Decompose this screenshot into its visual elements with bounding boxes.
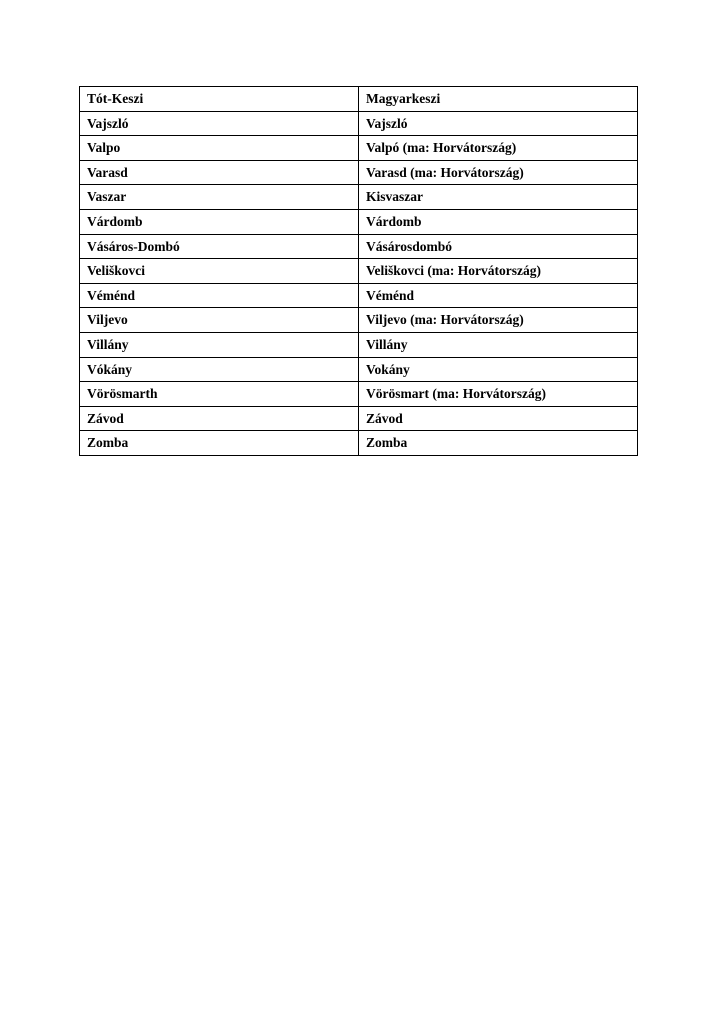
new-name-cell: Vörösmart (ma: Horvátország): [359, 382, 638, 407]
table-row: [80, 185, 638, 210]
old-name-cell: Villány: [80, 332, 359, 357]
table-row: [80, 283, 638, 308]
table-row: [80, 209, 638, 234]
old-name-cell: Zomba: [80, 431, 359, 456]
table-row: [80, 382, 638, 407]
old-name-cell: Veliškovci: [80, 259, 359, 284]
table-row: [80, 431, 638, 456]
new-name-cell: Magyarkeszi: [359, 87, 638, 112]
old-name-cell: Vásáros-Dombó: [80, 234, 359, 259]
new-name-cell: Viljevo (ma: Horvátország): [359, 308, 638, 333]
new-name-cell: Várdomb: [359, 209, 638, 234]
new-name-cell: Villány: [359, 332, 638, 357]
table-row: [80, 406, 638, 431]
old-name-cell: Valpo: [80, 136, 359, 161]
old-name-cell: Tót-Keszi: [80, 87, 359, 112]
old-name-cell: Vaszar: [80, 185, 359, 210]
new-name-cell: Varasd (ma: Horvátország): [359, 160, 638, 185]
old-name-cell: Vörösmarth: [80, 382, 359, 407]
new-name-cell: Vásárosdombó: [359, 234, 638, 259]
old-name-cell: Véménd: [80, 283, 359, 308]
old-name-cell: Vókány: [80, 357, 359, 382]
place-names-table: [79, 86, 638, 456]
table-row: [80, 308, 638, 333]
table-row: [80, 136, 638, 161]
old-name-cell: Varasd: [80, 160, 359, 185]
table-row: [80, 357, 638, 382]
table-row: [80, 234, 638, 259]
old-name-cell: Várdomb: [80, 209, 359, 234]
new-name-cell: Veliškovci (ma: Horvátország): [359, 259, 638, 284]
table-row: [80, 87, 638, 112]
table-row: [80, 160, 638, 185]
new-name-cell: Závod: [359, 406, 638, 431]
new-name-cell: Véménd: [359, 283, 638, 308]
old-name-cell: Vajszló: [80, 111, 359, 136]
new-name-cell: Zomba: [359, 431, 638, 456]
new-name-cell: Valpó (ma: Horvátország): [359, 136, 638, 161]
table-row: [80, 111, 638, 136]
table-body: [80, 87, 638, 456]
new-name-cell: Kisvaszar: [359, 185, 638, 210]
old-name-cell: Viljevo: [80, 308, 359, 333]
table-row: [80, 332, 638, 357]
new-name-cell: Vajszló: [359, 111, 638, 136]
old-name-cell: Závod: [80, 406, 359, 431]
table-row: [80, 259, 638, 284]
new-name-cell: Vokány: [359, 357, 638, 382]
